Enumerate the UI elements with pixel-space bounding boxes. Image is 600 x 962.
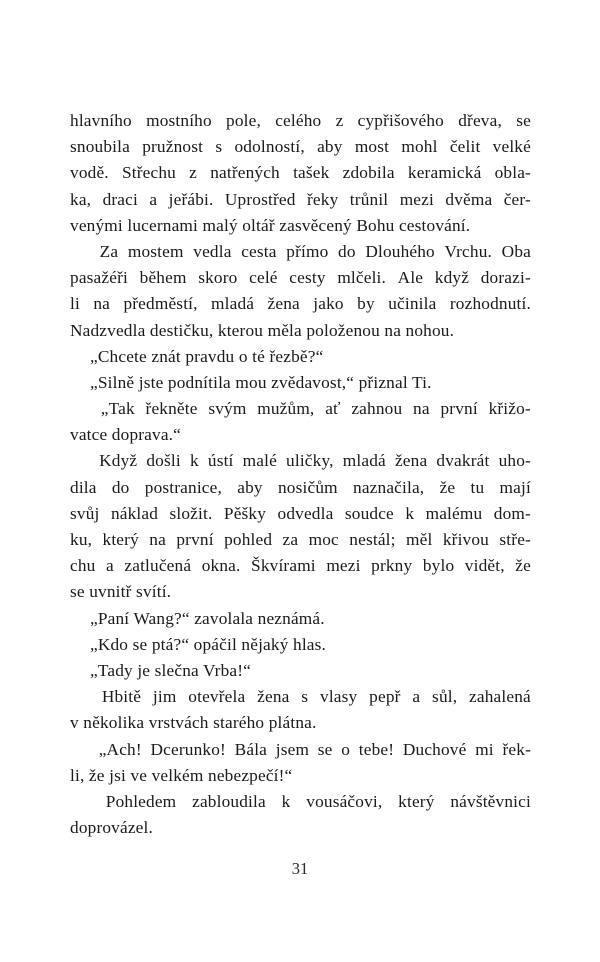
line-text: se uvnitř svítí. xyxy=(70,582,172,602)
text-line xyxy=(70,134,531,160)
word: se xyxy=(516,111,531,130)
word: složit. xyxy=(169,503,213,523)
word: který xyxy=(398,791,435,811)
text-line xyxy=(70,318,531,344)
word: postranice, xyxy=(144,477,222,497)
word: ať xyxy=(325,399,341,419)
word: cesta xyxy=(241,241,277,261)
word: vidět, xyxy=(464,556,505,576)
text-line xyxy=(70,160,531,186)
word: do xyxy=(111,477,130,497)
word: Bála xyxy=(234,739,268,759)
word: dvakrát xyxy=(436,451,490,471)
word: na xyxy=(413,399,430,419)
word: bylo xyxy=(422,556,455,576)
text-line xyxy=(70,370,531,396)
text-line xyxy=(70,448,531,474)
word: Dcerunko! xyxy=(150,739,226,759)
word: svým xyxy=(208,399,247,419)
word: Dlouhého xyxy=(365,241,435,261)
word: mohl xyxy=(401,137,438,157)
word: „Tak xyxy=(100,399,135,419)
word: zahalená xyxy=(469,687,531,707)
word: vlasy xyxy=(320,687,358,707)
text-line xyxy=(70,632,531,658)
word: sůl, xyxy=(432,687,458,707)
word: Oba xyxy=(501,241,531,261)
word: dvěma xyxy=(445,189,493,209)
word: moc xyxy=(308,530,339,549)
word: Hbitě xyxy=(101,687,142,707)
text-line xyxy=(70,291,531,317)
text-line xyxy=(70,684,531,710)
word: chu xyxy=(70,556,96,576)
word: za xyxy=(282,530,299,549)
word: obla- xyxy=(494,163,531,183)
word: žena xyxy=(394,451,428,471)
word: otevřela xyxy=(188,687,246,707)
word: mezi xyxy=(326,556,361,576)
word: pasažéři xyxy=(70,268,128,288)
word: soudce xyxy=(344,503,394,523)
text-line xyxy=(70,737,531,763)
word: řeky xyxy=(306,189,339,209)
word: ústí xyxy=(207,451,234,471)
word: uličky, xyxy=(286,451,334,471)
word: Pohledem xyxy=(105,791,177,811)
word: Škvírami xyxy=(251,556,316,576)
word: uho- xyxy=(498,451,531,471)
word: k xyxy=(189,451,199,471)
word: „Ach! xyxy=(98,739,142,759)
word: a xyxy=(149,189,158,209)
page-body-text xyxy=(70,108,531,841)
word: měl xyxy=(406,530,433,549)
text-line xyxy=(70,475,531,501)
line-text: Nadzvedla destičku, kterou měla položenou na nohou. xyxy=(70,320,455,340)
word: Vrchu. xyxy=(444,241,493,261)
line-text: „Chcete znát pravdu o té řezbě?“ xyxy=(90,346,324,366)
word: svůj xyxy=(70,503,100,523)
paragraph-indent xyxy=(70,789,90,815)
word: malé xyxy=(242,451,277,471)
word: návštěvnici xyxy=(450,791,531,811)
word: s xyxy=(215,137,223,157)
word: prkny xyxy=(371,556,413,576)
word: jim xyxy=(152,687,177,707)
text-line xyxy=(70,763,531,789)
paragraph-indent xyxy=(70,396,90,422)
text-line xyxy=(70,710,531,736)
word: žena xyxy=(257,687,290,707)
word: most xyxy=(354,137,390,157)
word: velké xyxy=(492,137,531,157)
paragraph-indent xyxy=(70,684,90,710)
word: pepř xyxy=(369,687,401,707)
word: náklad xyxy=(110,503,159,523)
word: nestál; xyxy=(349,530,396,549)
text-line xyxy=(70,396,531,422)
word: stře- xyxy=(499,530,531,549)
word: křivou xyxy=(442,530,490,549)
text-line xyxy=(70,108,531,134)
word: zabloudila xyxy=(192,791,266,811)
paragraph-indent xyxy=(70,239,90,265)
word: během xyxy=(139,268,187,288)
word: řekněte xyxy=(145,399,198,419)
text-line xyxy=(70,239,531,265)
word: dorazi- xyxy=(480,268,531,288)
word: učinila xyxy=(388,294,437,314)
word: celého xyxy=(275,111,322,130)
word: mlčeli. xyxy=(337,268,387,288)
word: vodě. xyxy=(70,163,109,183)
word: pružnost xyxy=(142,137,204,157)
word: malému xyxy=(425,503,483,523)
word: ka, xyxy=(70,189,92,209)
text-line xyxy=(70,579,531,605)
word: že xyxy=(439,477,456,497)
text-line xyxy=(70,815,531,841)
word: na xyxy=(149,530,166,549)
line-text: v několika vrstvách starého plátna. xyxy=(70,713,317,733)
word: žena xyxy=(267,294,300,314)
word: Za xyxy=(99,241,119,261)
word: mostního xyxy=(146,111,212,130)
word: první xyxy=(176,530,214,549)
line-text: doprovázel. xyxy=(70,818,153,838)
word: tašek xyxy=(293,163,330,183)
word: tebe! xyxy=(358,739,395,759)
line-text: vatce doprava.“ xyxy=(70,425,182,445)
word: dom- xyxy=(493,503,531,523)
word: cesty xyxy=(289,268,326,288)
word: se xyxy=(317,739,333,759)
word: předměstí, xyxy=(123,294,198,314)
text-line xyxy=(70,422,531,448)
line-text: „Tady je slečna Vrba!“ xyxy=(90,660,252,680)
word: celé xyxy=(249,268,278,288)
word: došli xyxy=(146,451,181,471)
word: hlavního xyxy=(70,111,132,130)
word: jsem xyxy=(275,739,310,759)
word: aby xyxy=(237,477,263,497)
line-text: „Silně jste podnítila mou zvědavost,“ přiznal Ti. xyxy=(90,372,432,392)
word: s xyxy=(301,687,309,707)
word: Když xyxy=(99,451,138,471)
word: mladá xyxy=(211,294,255,314)
word: když xyxy=(434,268,470,288)
word: aby xyxy=(317,137,343,157)
word: zahnou xyxy=(351,399,403,419)
word: jeřábi. xyxy=(168,189,214,209)
word: řek- xyxy=(502,739,531,759)
text-line xyxy=(70,265,531,291)
text-line xyxy=(70,553,531,579)
paragraph-indent xyxy=(70,448,90,474)
word: k xyxy=(281,791,291,811)
word: zatlučená xyxy=(124,556,192,576)
word: zdobila xyxy=(342,163,395,183)
text-line xyxy=(70,344,531,370)
word: k xyxy=(405,503,415,523)
word: mezi xyxy=(399,189,434,209)
line-text: „Kdo se ptá?“ opáčil nějaký hlas. xyxy=(90,634,327,654)
word: trůnil xyxy=(349,189,389,209)
word: první xyxy=(440,399,478,419)
word: z xyxy=(189,163,197,183)
word: rozhodnutí. xyxy=(449,294,531,314)
word: Uprostřed xyxy=(224,189,296,209)
word: čer- xyxy=(503,189,531,209)
text-line xyxy=(70,187,531,213)
word: pole, xyxy=(226,111,261,130)
word: mají xyxy=(499,477,531,497)
word: do xyxy=(338,241,356,261)
line-text: li, že jsi ve velkém nebezpečí!“ xyxy=(70,765,293,785)
word: přímo xyxy=(286,241,329,261)
text-line xyxy=(70,527,531,553)
page-number: 31 xyxy=(291,859,309,878)
word: mi xyxy=(475,739,494,759)
word: a xyxy=(106,556,114,576)
word: okna. xyxy=(201,556,241,576)
word: skoro xyxy=(198,268,238,288)
word: mladá xyxy=(342,451,386,471)
text-line xyxy=(70,658,531,684)
word: vedla xyxy=(193,241,232,261)
word: tu xyxy=(470,477,485,497)
word: a xyxy=(412,687,421,707)
word: naznačila, xyxy=(353,477,425,497)
word: cypřišového xyxy=(357,111,444,130)
word: vousáčovi, xyxy=(306,791,383,811)
word: z xyxy=(335,111,344,130)
word: odolností, xyxy=(234,137,305,157)
word: draci xyxy=(102,189,138,209)
paragraph-indent xyxy=(70,737,90,763)
word: na xyxy=(93,294,111,314)
text-line xyxy=(70,606,531,632)
word: jako xyxy=(313,294,344,314)
word: čelit xyxy=(449,137,481,157)
word: který xyxy=(102,530,139,549)
word: mužům, xyxy=(257,399,315,419)
word: li xyxy=(70,294,80,314)
word: keramická xyxy=(407,163,482,183)
word: pohled xyxy=(224,530,273,549)
word: Pěšky xyxy=(223,503,267,523)
word: o xyxy=(341,739,351,759)
text-line xyxy=(70,501,531,527)
word: dila xyxy=(70,477,97,497)
word: Duchové xyxy=(402,739,467,759)
word: odvedla xyxy=(277,503,334,523)
word: mostem xyxy=(127,241,184,261)
word: dřeva, xyxy=(458,111,502,130)
text-line xyxy=(70,213,531,239)
word: křižo- xyxy=(488,399,531,419)
word: Ale xyxy=(397,268,424,288)
word: snoubila xyxy=(70,137,130,157)
word: Střechu xyxy=(121,163,176,183)
word: že xyxy=(515,556,531,576)
word: natřených xyxy=(210,163,280,183)
line-text: venými lucernami malý oltář zasvěcený Bohu cestování. xyxy=(70,215,471,235)
text-line xyxy=(70,789,531,815)
word: ku, xyxy=(70,530,93,549)
word: nosičům xyxy=(277,477,338,497)
word: by xyxy=(357,294,375,314)
line-text: „Paní Wang?“ zavolala neznámá. xyxy=(90,608,325,628)
